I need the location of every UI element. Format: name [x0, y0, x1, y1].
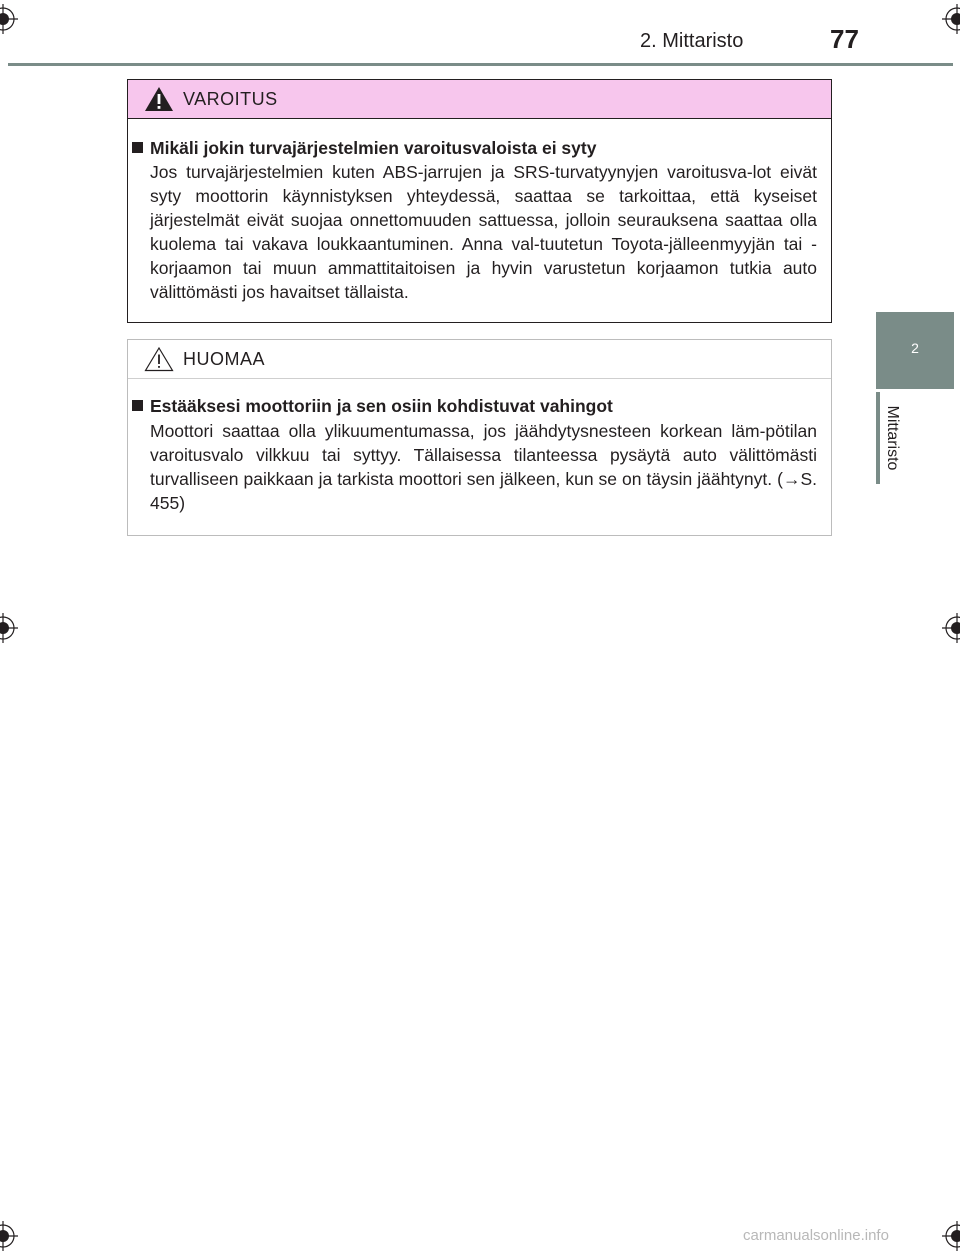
registration-mark-icon: [942, 4, 960, 34]
notice-item-heading-text: Estääksesi moottoriin ja sen osiin kohdistuvat vahingot: [150, 396, 613, 416]
page-number: 77: [830, 24, 859, 54]
notice-item-heading: [132, 396, 613, 417]
chapter-tab: [876, 312, 954, 389]
registration-mark-icon: [0, 4, 18, 34]
warning-item-heading-text: Mikäli jokin turvajärjestelmien varoitusvaloista ei syty: [150, 138, 597, 158]
warning-box: [127, 79, 832, 323]
notice-item-body: Moottori saattaa olla ylikuumentumassa, jos jäähdytysnesteen korkean läm-pötilan varoitusvalo vilkkuu tai syttyy. Tällaisessa tilanteessa pysäytä auto välittömästi turvalliseen paikkaan ja tarkista moottori sen jälkeen, kun se on täysin jäähtynyt. (→S. 455): [150, 421, 817, 513]
watermark-text: carmanualsonline.info: [743, 1227, 889, 1244]
warning-item-heading: [132, 138, 596, 159]
warning-header: [128, 80, 831, 119]
registration-mark-icon: [942, 613, 960, 643]
warning-item-body: Jos turvajärjestelmien kuten ABS-jarrujen ja SRS-turvatyynyjen varoitusva-lot eivät syty moottorin käynnistyksen yhteydessä, saattaa se tarkoittaa, että kyseiset järjestelmät eivät suojaa onnettomuuden sattuessa, jolloin seurauksena saattaa olla kuolema tai vakava loukkaantuminen. Anna val-tuutetun Toyota-jälleenmyyjän tai -korjaamon tai muun ammattitaitoisen ja hyvin varustetun korjaamon tutkia auto välittömästi jos havaitset tällaista.: [150, 162, 817, 302]
warning-triangle-outline-icon: [144, 346, 174, 372]
bullet-square-icon: [132, 142, 143, 153]
notice-header: [128, 340, 831, 379]
warning-triangle-filled-icon: [144, 86, 174, 112]
registration-mark-icon: [0, 613, 18, 643]
chapter-label: Mittaristo: [884, 405, 901, 471]
registration-mark-icon: [0, 1221, 18, 1251]
section-title: 2. Mittaristo: [640, 30, 744, 52]
notice-title: HUOMAA: [183, 349, 266, 369]
chapter-divider: [876, 392, 880, 484]
notice-box: [127, 339, 832, 536]
bullet-square-icon: [132, 400, 143, 411]
registration-mark-icon: [942, 1221, 960, 1251]
header-rule: [8, 63, 953, 66]
warning-title: VAROITUS: [183, 89, 278, 109]
chapter-number: 2: [911, 340, 919, 356]
